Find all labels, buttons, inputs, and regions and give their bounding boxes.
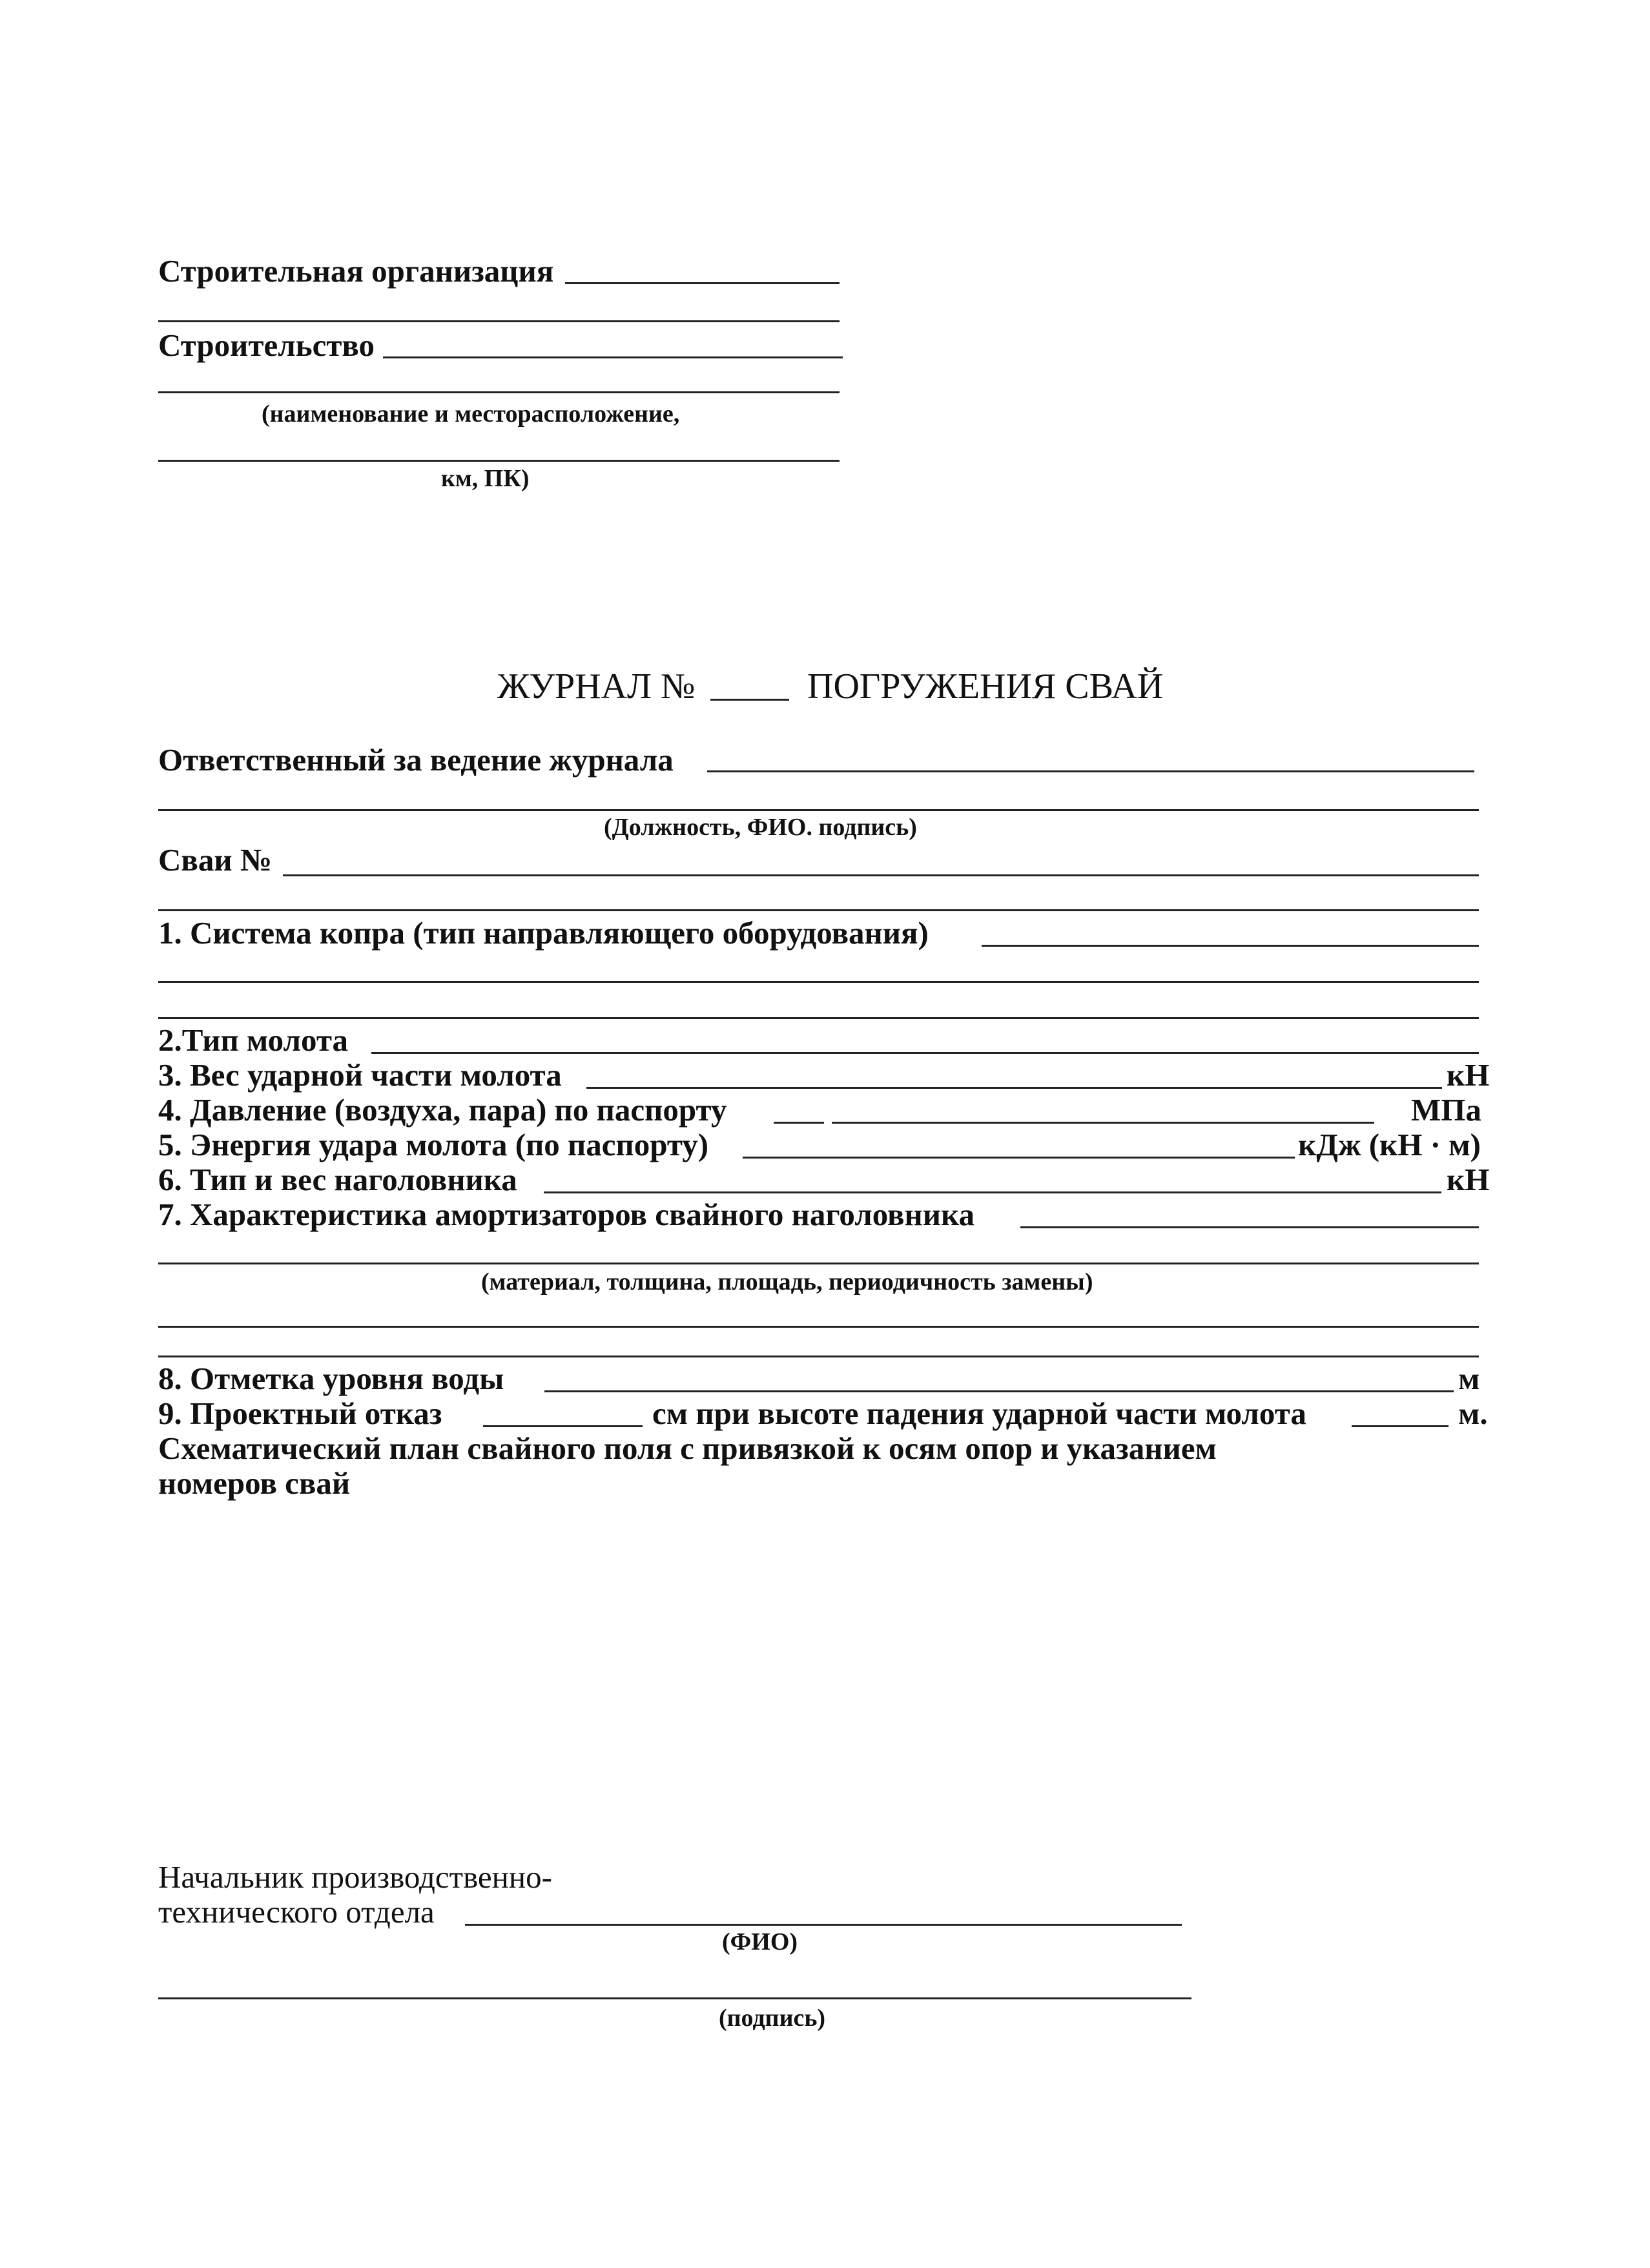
item-1-field[interactable]	[982, 945, 1479, 947]
item-3-field[interactable]	[586, 1087, 1442, 1089]
item-3-unit: кН	[1447, 1057, 1490, 1093]
item-9-height-field[interactable]	[1352, 1425, 1449, 1427]
fio-hint: (ФИО)	[722, 1928, 798, 1955]
journal-number-field[interactable]	[710, 699, 789, 701]
item-8-field[interactable]	[544, 1390, 1454, 1392]
construction-label: Строительство	[158, 327, 375, 363]
item-7-hint: (материал, толщина, площадь, периодичность замены)	[481, 1268, 1093, 1295]
chief-title-line1: Начальник производственно-	[158, 1859, 552, 1895]
responsible-field[interactable]	[707, 770, 1474, 772]
responsible-label: Ответственный за ведение журнала	[158, 742, 674, 778]
item-3-label: 3. Вес ударной части молота	[158, 1057, 562, 1093]
item-6-unit: кН	[1447, 1162, 1490, 1197]
chief-signature-field[interactable]	[158, 1997, 1191, 1999]
item-5-unit: кДж (кН · м)	[1298, 1127, 1481, 1162]
item-7-label: 7. Характеристика амортизаторов свайного наголовника	[158, 1197, 975, 1232]
km-hint: км, ПК)	[441, 465, 530, 492]
item-9-refusal-field[interactable]	[483, 1425, 643, 1427]
item-9-unit: м.	[1458, 1396, 1488, 1431]
item-1-label: 1. Система копра (тип направляющего оборудования)	[158, 915, 929, 951]
item-8-label: 8. Отметка уровня воды	[158, 1361, 504, 1396]
chief-title-line2: технического отдела	[158, 1894, 435, 1930]
construction-field-line2[interactable]	[158, 391, 840, 393]
item-6-field[interactable]	[544, 1191, 1441, 1193]
org-field[interactable]	[565, 282, 840, 284]
item-1-field-line3[interactable]	[158, 1017, 1479, 1019]
piles-field-line2[interactable]	[158, 909, 1479, 911]
item-4-field-a[interactable]	[774, 1122, 824, 1124]
item-9-label-a: 9. Проектный отказ	[158, 1396, 442, 1431]
item-1-field-line2[interactable]	[158, 981, 1479, 983]
sign-hint: (подпись)	[719, 2005, 826, 2032]
item-7-field[interactable]	[1020, 1226, 1479, 1228]
org-field-line2[interactable]	[158, 320, 840, 322]
item-4-unit: МПа	[1411, 1092, 1481, 1128]
piles-label: Сваи №	[158, 842, 273, 878]
org-label: Строительная организация	[158, 253, 554, 289]
journal-title-right: ПОГРУЖЕНИЯ СВАЙ	[807, 666, 1164, 706]
item-8-unit: м	[1458, 1361, 1480, 1396]
plan-caption-line2: номеров свай	[158, 1465, 351, 1501]
item-7-field-line3[interactable]	[158, 1326, 1479, 1328]
journal-title-left: ЖУРНАЛ №	[497, 666, 696, 706]
item-2-field[interactable]	[371, 1052, 1479, 1054]
plan-caption-line1: Схематический план свайного поля с привязкой к осям опор и указанием	[158, 1430, 1217, 1466]
piles-field[interactable]	[283, 874, 1479, 876]
item-7-field-line4[interactable]	[158, 1356, 1479, 1357]
item-9-label-b: см при высоте падения ударной части молота	[652, 1396, 1306, 1431]
name-hint: (наименование и месторасположение,	[262, 400, 680, 428]
responsible-field-line2[interactable]	[158, 809, 1479, 811]
item-2-label: 2.Тип молота	[158, 1022, 349, 1058]
location-field[interactable]	[158, 460, 840, 462]
item-4-field-b[interactable]	[832, 1122, 1374, 1124]
item-6-label: 6. Тип и вес наголовника	[158, 1162, 517, 1197]
chief-fio-field[interactable]	[465, 1924, 1182, 1926]
item-5-field[interactable]	[743, 1157, 1295, 1159]
item-7-field-line2[interactable]	[158, 1263, 1479, 1264]
construction-field[interactable]	[383, 356, 843, 358]
position-hint: (Должность, ФИО. подпись)	[604, 814, 917, 841]
item-4-label: 4. Давление (воздуха, пара) по паспорту	[158, 1092, 727, 1128]
item-5-label: 5. Энергия удара молота (по паспорту)	[158, 1127, 709, 1162]
